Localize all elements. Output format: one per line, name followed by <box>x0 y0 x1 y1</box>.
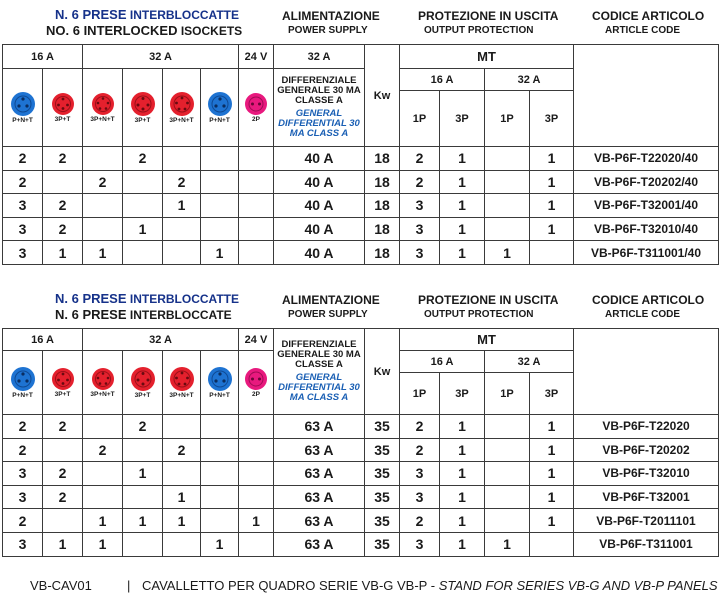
group-32a: 32 A <box>83 45 239 69</box>
protection-header-en: OUTPUT PROTECTION <box>424 309 534 320</box>
socket-label: 3P+T <box>134 392 151 399</box>
article-code-cell: VB-P6F-T2011101 <box>574 509 719 533</box>
table-row <box>3 170 719 194</box>
code-header-en: ARTICLE CODE <box>605 25 680 36</box>
socket-count-cell <box>201 194 239 218</box>
socket-count-cell: 2 <box>163 170 201 194</box>
socket-count-cell: 2 <box>43 217 83 241</box>
supply-cell: 63 A <box>274 532 365 556</box>
pole-1p: 1P <box>400 91 440 147</box>
socket-label: 3P+N+T <box>90 116 115 123</box>
socket-count-cell: 1 <box>163 485 201 509</box>
supply-cell: 40 A <box>274 170 365 194</box>
mt-header: MT <box>400 45 574 69</box>
protection-cell: 2 <box>400 438 440 462</box>
socket-count-cell: 3 <box>3 194 43 218</box>
kw-cell: 35 <box>365 462 400 486</box>
differential-it: DIFFERENZIALE GENERALE 30 MA CLASSE A <box>277 339 361 370</box>
supply-cell: 40 A <box>274 147 365 171</box>
protection-cell: 1 <box>440 438 485 462</box>
socket-label: 3P+T <box>54 391 71 398</box>
kw-cell: 18 <box>365 194 400 218</box>
red-socket-icon <box>130 91 156 117</box>
socket-cell <box>163 351 201 415</box>
supply-cell: 63 A <box>274 415 365 439</box>
kw-cell: 35 <box>365 415 400 439</box>
code-header: CODICE ARTICOLO <box>592 293 705 307</box>
article-code-cell: VB-P6F-T311001/40 <box>574 241 719 265</box>
protection-cell: 3 <box>400 485 440 509</box>
socket-count-cell <box>83 217 123 241</box>
protection-cell: 1 <box>530 509 574 533</box>
socket-count-cell: 2 <box>163 438 201 462</box>
protection-cell: 1 <box>440 485 485 509</box>
mt-32a: 32 A <box>485 351 574 373</box>
group-16a: 16 A <box>3 329 83 351</box>
protection-cell: 3 <box>400 241 440 265</box>
socket-count-cell: 1 <box>201 532 239 556</box>
protection-cell <box>485 194 530 218</box>
socket-count-cell <box>163 532 201 556</box>
blue-socket-icon <box>10 366 36 392</box>
socket-count-cell <box>83 485 123 509</box>
socket-label: 3P+N+T <box>90 391 115 398</box>
protection-cell: 3 <box>400 462 440 486</box>
socket-cell <box>83 69 123 147</box>
pole-3p: 3P <box>440 91 485 147</box>
socket-count-cell: 3 <box>3 485 43 509</box>
pole-3p: 3P <box>530 91 574 147</box>
kw-cell: 18 <box>365 147 400 171</box>
footer-separator: | <box>127 578 131 593</box>
socket-count-cell <box>239 438 274 462</box>
socket-count-cell <box>123 485 163 509</box>
protection-cell: 1 <box>440 194 485 218</box>
supply-cell: 63 A <box>274 485 365 509</box>
socket-cell <box>163 69 201 147</box>
protection-cell: 1 <box>530 462 574 486</box>
protection-cell: 1 <box>530 415 574 439</box>
protection-cell: 3 <box>400 217 440 241</box>
socket-count-cell <box>163 217 201 241</box>
differential-description <box>274 69 365 147</box>
table-row <box>3 147 719 171</box>
socket-count-cell <box>43 509 83 533</box>
table-row <box>3 509 719 533</box>
block-title: N. 6 PRESE INTERBLOCCATTE <box>55 291 239 306</box>
protection-header: PROTEZIONE IN USCITA <box>418 9 559 23</box>
supply-header: ALIMENTAZIONE <box>282 293 380 307</box>
protection-cell: 2 <box>400 509 440 533</box>
socket-count-cell <box>201 217 239 241</box>
protection-cell: 2 <box>400 415 440 439</box>
protection-cell <box>485 509 530 533</box>
protection-cell: 1 <box>440 462 485 486</box>
code-header: CODICE ARTICOLO <box>592 9 705 23</box>
supply-cell: 63 A <box>274 438 365 462</box>
protection-cell <box>485 217 530 241</box>
socket-count-cell <box>83 147 123 171</box>
kw-cell: 35 <box>365 485 400 509</box>
pole-3p: 3P <box>440 373 485 415</box>
article-code-cell: VB-P6F-T22020/40 <box>574 147 719 171</box>
article-code-cell: VB-P6F-T32001 <box>574 485 719 509</box>
socket-count-cell <box>201 462 239 486</box>
protection-cell: 3 <box>400 532 440 556</box>
protection-cell <box>485 147 530 171</box>
socket-count-cell <box>239 485 274 509</box>
protection-cell: 2 <box>400 170 440 194</box>
socket-table <box>2 328 719 557</box>
socket-count-cell <box>201 147 239 171</box>
socket-count-cell <box>201 485 239 509</box>
red-socket-icon <box>169 366 195 392</box>
socket-count-cell: 1 <box>43 532 83 556</box>
socket-count-cell: 2 <box>3 147 43 171</box>
supply-header-en: POWER SUPPLY <box>288 309 368 320</box>
footer-text <box>142 578 718 593</box>
table-row <box>3 485 719 509</box>
article-code-cell: VB-P6F-T32001/40 <box>574 194 719 218</box>
supply-cell: 63 A <box>274 462 365 486</box>
socket-count-cell <box>239 147 274 171</box>
socket-count-cell: 2 <box>3 509 43 533</box>
socket-count-cell: 1 <box>123 462 163 486</box>
pole-3p: 3P <box>530 373 574 415</box>
socket-count-cell: 3 <box>3 462 43 486</box>
red-socket-icon <box>51 92 75 116</box>
socket-cell <box>201 69 239 147</box>
socket-count-cell: 2 <box>3 170 43 194</box>
socket-count-cell <box>123 194 163 218</box>
socket-count-cell: 1 <box>43 241 83 265</box>
table-row <box>3 415 719 439</box>
socket-count-cell <box>83 462 123 486</box>
socket-label: 3P+T <box>54 116 71 123</box>
mt-16a: 16 A <box>400 69 485 91</box>
magenta-socket-icon <box>244 367 268 391</box>
socket-cell <box>239 351 274 415</box>
socket-count-cell <box>239 415 274 439</box>
socket-count-cell: 3 <box>3 532 43 556</box>
red-socket-icon <box>91 92 115 116</box>
differential-description <box>274 329 365 415</box>
kw-cell: 35 <box>365 532 400 556</box>
protection-header-en: OUTPUT PROTECTION <box>424 25 534 36</box>
protection-cell: 1 <box>440 241 485 265</box>
pole-1p: 1P <box>485 373 530 415</box>
blue-socket-icon <box>10 91 36 117</box>
socket-cell <box>83 351 123 415</box>
supply-32a: 32 A <box>274 45 365 69</box>
socket-table <box>2 44 719 265</box>
socket-count-cell: 1 <box>123 217 163 241</box>
table-row <box>3 438 719 462</box>
mt-32a: 32 A <box>485 69 574 91</box>
protection-cell: 1 <box>440 509 485 533</box>
socket-label: 3P+N+T <box>169 392 194 399</box>
protection-cell: 2 <box>400 147 440 171</box>
protection-cell <box>485 415 530 439</box>
differential-en: GENERAL DIFFERENTIAL 30 MA CLASS A <box>278 372 360 403</box>
footer-code: VB-CAV01 <box>30 578 92 593</box>
socket-count-cell: 1 <box>201 241 239 265</box>
socket-cell <box>3 69 43 147</box>
protection-header: PROTEZIONE IN USCITA <box>418 293 559 307</box>
supply-cell: 63 A <box>274 509 365 533</box>
protection-cell <box>485 485 530 509</box>
socket-count-cell: 1 <box>123 509 163 533</box>
socket-count-cell <box>43 170 83 194</box>
kw-header: Kw <box>365 329 400 415</box>
socket-count-cell <box>239 194 274 218</box>
kw-cell: 18 <box>365 241 400 265</box>
table-block-2 <box>0 284 722 574</box>
socket-count-cell: 2 <box>43 147 83 171</box>
socket-cell <box>43 69 83 147</box>
socket-count-cell: 2 <box>43 462 83 486</box>
protection-cell <box>485 170 530 194</box>
socket-count-cell <box>123 438 163 462</box>
socket-count-cell <box>83 415 123 439</box>
differential-it: DIFFERENZIALE GENERALE 30 MA CLASSE A <box>277 75 361 106</box>
protection-cell: 1 <box>530 170 574 194</box>
socket-count-cell <box>123 532 163 556</box>
socket-label: P+N+T <box>209 117 230 124</box>
protection-cell: 1 <box>440 217 485 241</box>
socket-count-cell <box>163 241 201 265</box>
kw-cell: 35 <box>365 509 400 533</box>
socket-count-cell: 2 <box>43 415 83 439</box>
footer-text-it: CAVALLETTO PER QUADRO SERIE VB-G VB-P - <box>142 578 436 593</box>
socket-count-cell <box>239 170 274 194</box>
code-header-en: ARTICLE CODE <box>605 309 680 320</box>
group-24v: 24 V <box>239 45 274 69</box>
socket-count-cell: 1 <box>239 509 274 533</box>
socket-count-cell <box>201 170 239 194</box>
table-row <box>3 532 719 556</box>
article-code-cell: VB-P6F-T22020 <box>574 415 719 439</box>
socket-cell <box>43 351 83 415</box>
socket-label: 3P+T <box>134 117 151 124</box>
protection-cell: 1 <box>440 147 485 171</box>
socket-cell <box>201 351 239 415</box>
socket-count-cell: 2 <box>3 415 43 439</box>
code-header-cell <box>574 329 719 415</box>
kw-header: Kw <box>365 45 400 147</box>
socket-count-cell: 3 <box>3 241 43 265</box>
article-code-cell: VB-P6F-T32010/40 <box>574 217 719 241</box>
socket-count-cell <box>239 462 274 486</box>
mt-16a: 16 A <box>400 351 485 373</box>
protection-cell <box>530 241 574 265</box>
article-code-cell: VB-P6F-T20202 <box>574 438 719 462</box>
footer-text-en: STAND FOR SERIES VB-G AND VB-P PANELS <box>438 578 718 593</box>
code-header-cell <box>574 45 719 147</box>
socket-count-cell: 2 <box>123 147 163 171</box>
protection-cell <box>530 532 574 556</box>
kw-cell: 18 <box>365 170 400 194</box>
table-row <box>3 217 719 241</box>
article-code-cell: VB-P6F-T311001 <box>574 532 719 556</box>
socket-count-cell: 2 <box>43 485 83 509</box>
socket-label: 3P+N+T <box>169 117 194 124</box>
socket-count-cell: 1 <box>83 241 123 265</box>
socket-count-cell <box>83 194 123 218</box>
article-code-cell: VB-P6F-T32010 <box>574 462 719 486</box>
socket-count-cell <box>123 241 163 265</box>
protection-cell <box>485 438 530 462</box>
protection-cell: 1 <box>440 415 485 439</box>
pole-1p: 1P <box>485 91 530 147</box>
socket-label: P+N+T <box>209 392 230 399</box>
magenta-socket-icon <box>244 92 268 116</box>
supply-cell: 40 A <box>274 241 365 265</box>
protection-cell: 3 <box>400 194 440 218</box>
socket-label: P+N+T <box>12 392 33 399</box>
socket-label: 2P <box>252 391 260 398</box>
protection-cell: 1 <box>530 147 574 171</box>
blue-socket-icon <box>207 91 233 117</box>
socket-count-cell: 1 <box>83 509 123 533</box>
socket-label: 2P <box>252 116 260 123</box>
socket-count-cell <box>163 415 201 439</box>
table-row <box>3 194 719 218</box>
red-socket-icon <box>91 367 115 391</box>
table-block-1 <box>0 0 722 272</box>
socket-count-cell: 2 <box>83 170 123 194</box>
socket-cell <box>239 69 274 147</box>
socket-count-cell <box>43 438 83 462</box>
socket-label: P+N+T <box>12 117 33 124</box>
group-16a: 16 A <box>3 45 83 69</box>
blue-socket-icon <box>207 366 233 392</box>
supply-header-en: POWER SUPPLY <box>288 25 368 36</box>
table-body <box>3 147 719 265</box>
socket-count-cell <box>201 415 239 439</box>
protection-cell <box>485 462 530 486</box>
socket-count-cell <box>239 532 274 556</box>
table-body <box>3 415 719 557</box>
socket-count-cell: 1 <box>163 194 201 218</box>
protection-cell: 1 <box>485 241 530 265</box>
red-socket-icon <box>130 366 156 392</box>
socket-count-cell: 1 <box>163 509 201 533</box>
protection-cell: 1 <box>530 217 574 241</box>
socket-cell <box>123 69 163 147</box>
table-row <box>3 241 719 265</box>
protection-cell: 1 <box>530 438 574 462</box>
socket-count-cell <box>239 217 274 241</box>
group-32a: 32 A <box>83 329 239 351</box>
kw-cell: 18 <box>365 217 400 241</box>
socket-count-cell: 1 <box>83 532 123 556</box>
socket-count-cell: 2 <box>83 438 123 462</box>
socket-count-cell <box>123 170 163 194</box>
article-code-cell: VB-P6F-T20202/40 <box>574 170 719 194</box>
socket-cell <box>123 351 163 415</box>
protection-cell: 1 <box>485 532 530 556</box>
socket-count-cell <box>239 241 274 265</box>
socket-count-cell <box>163 147 201 171</box>
socket-count-cell: 2 <box>123 415 163 439</box>
socket-count-cell: 3 <box>3 217 43 241</box>
differential-en: GENERAL DIFFERENTIAL 30 MA CLASS A <box>278 108 360 139</box>
protection-cell: 1 <box>530 485 574 509</box>
block-title: N. 6 PRESE INTERBLOCCATTE <box>55 7 239 22</box>
protection-cell: 1 <box>440 170 485 194</box>
supply-cell: 40 A <box>274 194 365 218</box>
socket-cell <box>3 351 43 415</box>
pole-1p: 1P <box>400 373 440 415</box>
mt-header: MT <box>400 329 574 351</box>
socket-count-cell <box>201 509 239 533</box>
protection-cell: 1 <box>530 194 574 218</box>
block-subtitle: NO. 6 INTERLOCKED ISOCKETS <box>46 23 243 38</box>
protection-cell: 1 <box>440 532 485 556</box>
table-row <box>3 462 719 486</box>
red-socket-icon <box>51 367 75 391</box>
supply-header: ALIMENTAZIONE <box>282 9 380 23</box>
block-subtitle: N. 6 PRESE INTERBLOCCATE <box>55 307 232 322</box>
socket-count-cell <box>201 438 239 462</box>
socket-count-cell: 2 <box>43 194 83 218</box>
kw-cell: 35 <box>365 438 400 462</box>
red-socket-icon <box>169 91 195 117</box>
supply-cell: 40 A <box>274 217 365 241</box>
socket-count-cell <box>163 462 201 486</box>
group-24v: 24 V <box>239 329 274 351</box>
socket-count-cell: 2 <box>3 438 43 462</box>
